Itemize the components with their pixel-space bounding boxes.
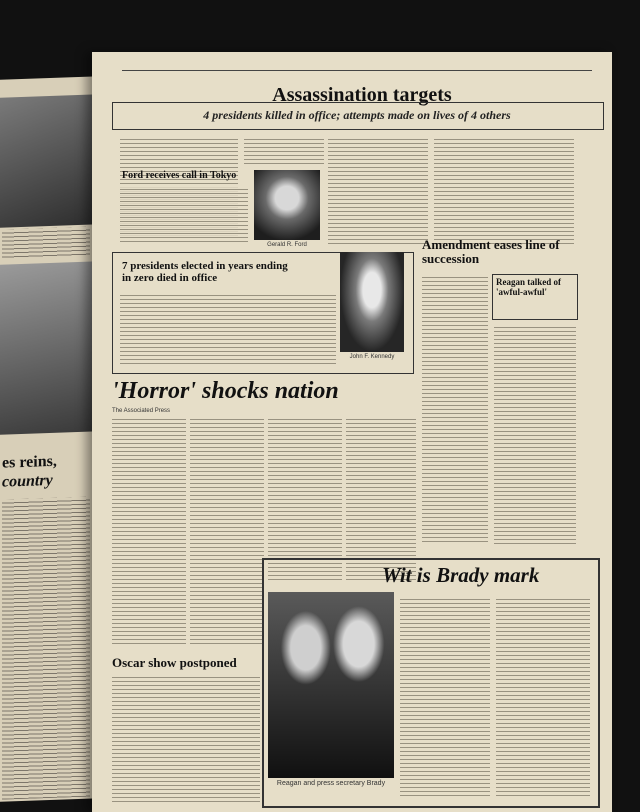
left-page-headline-b: country	[2, 471, 53, 491]
brady-column-1	[400, 596, 490, 796]
left-page-caption-text	[2, 227, 90, 260]
horror-headline: 'Horror' shocks nation	[112, 378, 339, 404]
brady-caption: Reagan and press secretary Brady	[276, 780, 386, 787]
brady-headline: Wit is Brady mark	[382, 563, 540, 587]
column-text-3	[120, 186, 248, 242]
kennedy-caption: John F. Kennedy	[349, 354, 395, 360]
left-page-headline-a: es reins,	[2, 452, 57, 472]
brady-column-2	[496, 596, 590, 796]
oscar-headline: Oscar show postponed	[112, 655, 237, 670]
left-page-body-text	[2, 497, 90, 800]
oscar-text	[112, 674, 260, 804]
horror-byline: The Associated Press	[112, 408, 171, 414]
amendment-text	[422, 274, 488, 544]
reagan-brady-photo	[268, 592, 394, 778]
column-text-2	[244, 136, 324, 166]
kennedy-photo	[340, 252, 404, 352]
subhead-box	[112, 102, 604, 130]
seven-presidents-headline: 7 presidents elected in years ending in zero died in office	[122, 260, 288, 285]
amendment-headline: Amendment eases line of succession	[422, 237, 560, 267]
ford-headline: Ford receives call in Tokyo	[122, 170, 237, 181]
horror-column-1	[112, 416, 186, 646]
left-page-photo-portrait	[0, 262, 92, 435]
column-text-4	[328, 136, 428, 246]
left-page-photo-top	[0, 95, 92, 228]
reagan-talked-headline: Reagan talked of 'awful-awful'	[496, 277, 561, 297]
newspaper-page	[92, 52, 612, 812]
banner-subhead: 4 presidents killed in office; attempts made on lives of 4 others	[203, 108, 511, 122]
horror-column-2	[190, 416, 264, 646]
seven-presidents-text	[120, 292, 336, 364]
banner-headline: Assassination targets	[272, 84, 452, 106]
column-text-5	[434, 136, 574, 246]
reagan-talked-text	[494, 324, 576, 544]
left-page	[0, 76, 100, 801]
top-rule	[122, 70, 592, 71]
ford-photo	[254, 170, 320, 240]
ford-caption: Gerald R. Ford	[267, 242, 307, 248]
